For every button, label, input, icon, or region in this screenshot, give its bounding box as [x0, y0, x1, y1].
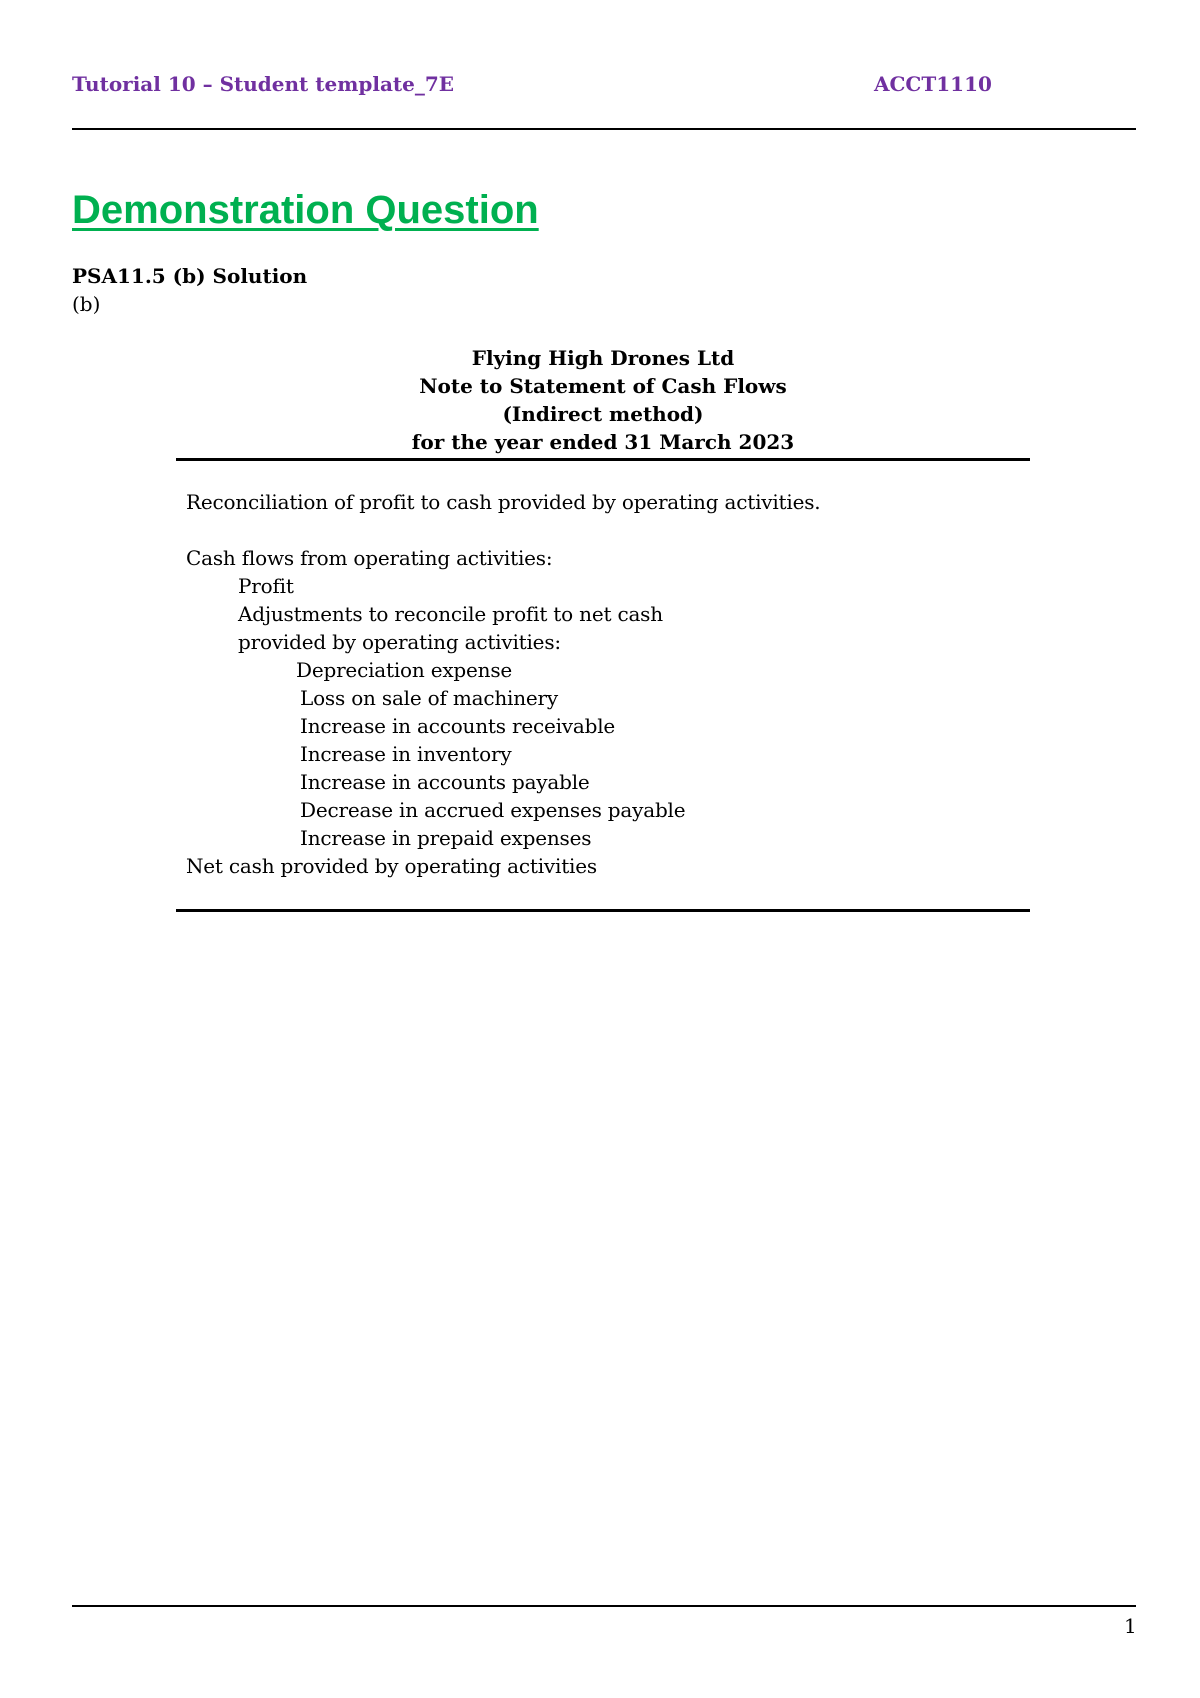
- adjustment-item: Increase in inventory: [300, 742, 512, 766]
- statement-bottom-rule: [176, 909, 1030, 912]
- statement-period: for the year ended 31 March 2023: [411, 430, 795, 454]
- statement-top-rule: [176, 458, 1030, 461]
- statement-method: (Indirect method): [502, 402, 704, 426]
- adjustments-label-line2: provided by operating activities:: [238, 630, 561, 654]
- header-document-title: Tutorial 10 – Student template_7E: [72, 72, 455, 96]
- question-title: PSA11.5 (b) Solution: [72, 264, 308, 288]
- adjustment-item: Increase in accounts payable: [300, 770, 590, 794]
- header-divider: [72, 128, 1136, 130]
- adjustments-label-line1: Adjustments to reconcile profit to net cash: [238, 602, 663, 626]
- operating-section-label: Cash flows from operating activities:: [186, 546, 553, 570]
- adjustment-item: Depreciation expense: [296, 658, 513, 682]
- statement-company: Flying High Drones Ltd: [471, 346, 735, 370]
- header-course-code: ACCT1110: [874, 72, 992, 96]
- adjustment-item: Increase in accounts receivable: [300, 714, 616, 738]
- profit-label: Profit: [238, 574, 294, 598]
- section-heading: Demonstration Question: [72, 188, 539, 232]
- net-cash-total-label: Net cash provided by operating activities: [186, 854, 597, 878]
- adjustment-item: Increase in prepaid expenses: [300, 826, 592, 850]
- footer-divider: [72, 1605, 1136, 1607]
- adjustment-item: Loss on sale of machinery: [300, 686, 559, 710]
- statement-intro: Reconciliation of profit to cash provided by operating activities.: [186, 490, 821, 514]
- question-part: (b): [72, 292, 101, 316]
- page-number: 1: [1124, 1614, 1137, 1638]
- adjustment-item: Decrease in accrued expenses payable: [300, 798, 686, 822]
- statement-name: Note to Statement of Cash Flows: [419, 374, 787, 398]
